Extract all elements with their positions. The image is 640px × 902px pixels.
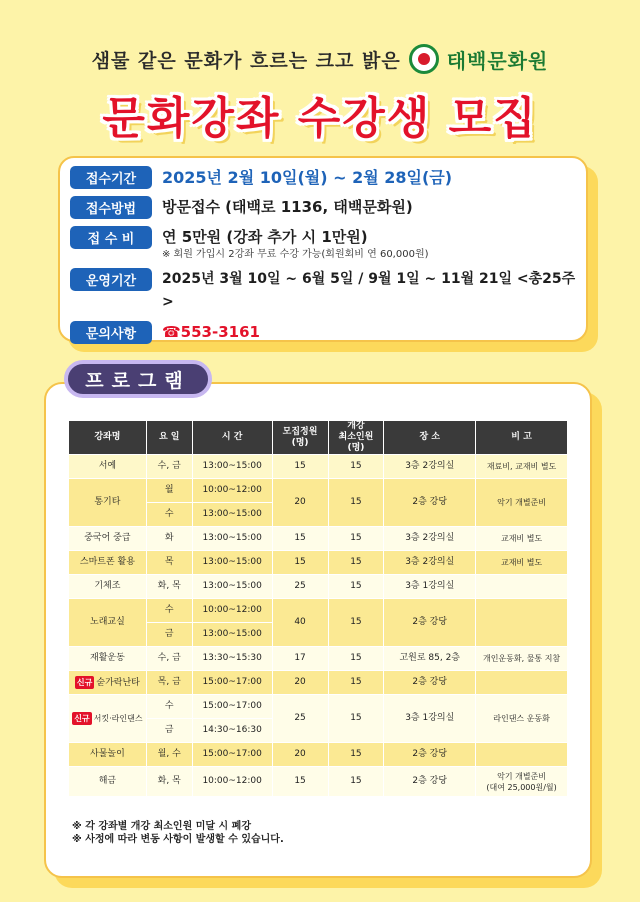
table-row — [69, 695, 568, 719]
course-name: 숟가락난타 — [96, 678, 140, 688]
course-place: 2층 강당 — [384, 671, 476, 695]
course-day: 수 — [146, 503, 192, 527]
table-row — [69, 527, 568, 551]
subtitle: 샘물 같은 문화가 흐르는 크고 밝은 — [91, 49, 401, 72]
course-place: 3층 1강의실 — [384, 695, 476, 743]
course-note — [476, 575, 568, 599]
header-subtitle-line — [0, 44, 640, 74]
course-time: 15:00~17:00 — [192, 671, 272, 695]
header — [0, 44, 640, 146]
course-day: 월, 수 — [146, 743, 192, 767]
course-name-cell — [69, 695, 147, 743]
program-tag: 프로그램 — [64, 360, 212, 398]
course-name: 해금 — [69, 767, 147, 797]
course-capacity: 20 — [272, 671, 328, 695]
course-note: 교재비 별도 — [476, 527, 568, 551]
course-min: 15 — [328, 479, 384, 527]
table-row — [69, 455, 568, 479]
info-value: 2025년 3월 10일 ~ 6월 5일 / 9월 1일 ~ 11월 21일 <총25주> — [162, 271, 576, 310]
course-day: 수, 금 — [146, 455, 192, 479]
footnote: ※ 사정에 따라 변동 사항이 발생할 수 있습니다. — [72, 834, 284, 845]
course-min: 15 — [328, 551, 384, 575]
course-day: 목, 금 — [146, 671, 192, 695]
info-value: 연 5만원 (강좌 추가 시 1만원) — [162, 228, 368, 246]
course-capacity: 15 — [272, 551, 328, 575]
course-note: 악기 개별준비 — [476, 479, 568, 527]
course-min: 15 — [328, 455, 384, 479]
course-time: 13:00~15:00 — [192, 503, 272, 527]
course-note: 라인댄스 운동화 — [476, 695, 568, 743]
program-card-body — [44, 382, 592, 878]
course-day: 화, 목 — [146, 767, 192, 797]
course-name: 사물놀이 — [69, 743, 147, 767]
course-day: 월 — [146, 479, 192, 503]
course-name: 노래교실 — [69, 599, 147, 647]
info-label: 접수방법 — [70, 196, 152, 219]
course-time: 13:00~15:00 — [192, 551, 272, 575]
course-note — [476, 743, 568, 767]
course-place: 2층 강당 — [384, 743, 476, 767]
course-time: 13:00~15:00 — [192, 575, 272, 599]
course-name: 기체조 — [69, 575, 147, 599]
course-time: 13:30~15:30 — [192, 647, 272, 671]
course-day: 금 — [146, 719, 192, 743]
org-name: 태백문화원 — [446, 48, 549, 73]
course-time: 15:00~17:00 — [192, 743, 272, 767]
course-place: 2층 강당 — [384, 767, 476, 797]
course-place: 3층 1강의실 — [384, 575, 476, 599]
table-row — [69, 767, 568, 797]
course-capacity: 15 — [272, 527, 328, 551]
course-capacity: 15 — [272, 767, 328, 797]
info-value: 2025년 2월 10일(월) ~ 2월 28일(금) — [162, 168, 453, 187]
col-header: 요 일 — [146, 421, 192, 455]
course-capacity: 25 — [272, 695, 328, 743]
col-header: 개강 최소인원(명) — [328, 421, 384, 455]
page-title: 문화강좌 수강생 모집 — [102, 93, 538, 144]
info-value: 방문접수 (태백로 1136, 태백문화원) — [162, 198, 413, 216]
course-time: 10:00~12:00 — [192, 767, 272, 797]
course-note — [476, 599, 568, 647]
info-label: 접수기간 — [70, 166, 152, 189]
col-header: 모집정원(명) — [272, 421, 328, 455]
course-capacity: 20 — [272, 479, 328, 527]
course-name: 중국어 중급 — [69, 527, 147, 551]
info-card-body — [58, 156, 588, 342]
footnotes — [72, 820, 284, 846]
table-row — [69, 743, 568, 767]
info-label: 접 수 비 — [70, 226, 152, 249]
table-row — [69, 647, 568, 671]
course-min: 15 — [328, 695, 384, 743]
course-capacity: 15 — [272, 455, 328, 479]
course-day: 금 — [146, 623, 192, 647]
course-place: 3층 2강의실 — [384, 551, 476, 575]
table-header-row — [69, 421, 568, 455]
course-min: 15 — [328, 599, 384, 647]
course-name: 통기타 — [69, 479, 147, 527]
course-note: 개인운동화, 물통 지참 — [476, 647, 568, 671]
course-place: 2층 강당 — [384, 599, 476, 647]
course-min: 15 — [328, 575, 384, 599]
info-card — [58, 156, 588, 342]
course-day: 화 — [146, 527, 192, 551]
course-name: 서예 — [69, 455, 147, 479]
course-place: 3층 2강의실 — [384, 527, 476, 551]
course-capacity: 20 — [272, 743, 328, 767]
course-name: 서킷·라인댄스 — [93, 714, 143, 723]
course-note: 재료비, 교재비 별도 — [476, 455, 568, 479]
footnote: ※ 각 강좌별 개강 최소인원 미달 시 폐강 — [72, 821, 251, 832]
phone-number: ☎553-3161 — [162, 323, 260, 341]
col-header: 시 간 — [192, 421, 272, 455]
course-time: 13:00~15:00 — [192, 455, 272, 479]
course-name: 스마트폰 활용 — [69, 551, 147, 575]
col-header: 비 고 — [476, 421, 568, 455]
info-row-contact — [70, 321, 576, 344]
fee-note: ※ 회원 가입시 2강좌 무료 수강 가능(회원회비 연 60,000원) — [162, 249, 429, 260]
course-capacity: 25 — [272, 575, 328, 599]
table-row — [69, 479, 568, 503]
course-day: 수, 금 — [146, 647, 192, 671]
course-day: 수 — [146, 599, 192, 623]
course-place: 3층 2강의실 — [384, 455, 476, 479]
info-row-operation — [70, 268, 576, 314]
course-min: 15 — [328, 647, 384, 671]
course-note: 교재비 별도 — [476, 551, 568, 575]
culture-center-logo-icon — [409, 44, 439, 74]
info-row-fee — [70, 226, 576, 249]
col-header: 장 소 — [384, 421, 476, 455]
course-note — [476, 671, 568, 695]
course-note: 악기 개별준비 (대여 25,000원/월) — [476, 767, 568, 797]
info-label: 운영기간 — [70, 268, 152, 291]
course-name-cell — [69, 671, 147, 695]
course-place: 2층 강당 — [384, 479, 476, 527]
course-time: 14:30~16:30 — [192, 719, 272, 743]
course-min: 15 — [328, 743, 384, 767]
course-place: 고원로 85, 2층 — [384, 647, 476, 671]
table-row — [69, 671, 568, 695]
course-min: 15 — [328, 527, 384, 551]
course-time: 13:00~15:00 — [192, 623, 272, 647]
course-capacity: 17 — [272, 647, 328, 671]
course-day: 수 — [146, 695, 192, 719]
course-time: 13:00~15:00 — [192, 527, 272, 551]
col-header: 강좌명 — [69, 421, 147, 455]
info-row-period — [70, 166, 576, 189]
info-label: 문의사항 — [70, 321, 152, 344]
course-name: 재활운동 — [69, 647, 147, 671]
new-badge: 신규 — [74, 714, 90, 723]
course-time: 10:00~12:00 — [192, 599, 272, 623]
course-capacity: 40 — [272, 599, 328, 647]
course-day: 목 — [146, 551, 192, 575]
table-row — [69, 551, 568, 575]
course-min: 15 — [328, 767, 384, 797]
table-row — [69, 575, 568, 599]
table-row — [69, 599, 568, 623]
info-row-method — [70, 196, 576, 219]
course-min: 15 — [328, 671, 384, 695]
course-day: 화, 목 — [146, 575, 192, 599]
course-time: 15:00~17:00 — [192, 695, 272, 719]
new-badge: 신규 — [76, 678, 93, 687]
program-card — [44, 382, 592, 888]
schedule-table — [68, 420, 568, 797]
course-time: 10:00~12:00 — [192, 479, 272, 503]
